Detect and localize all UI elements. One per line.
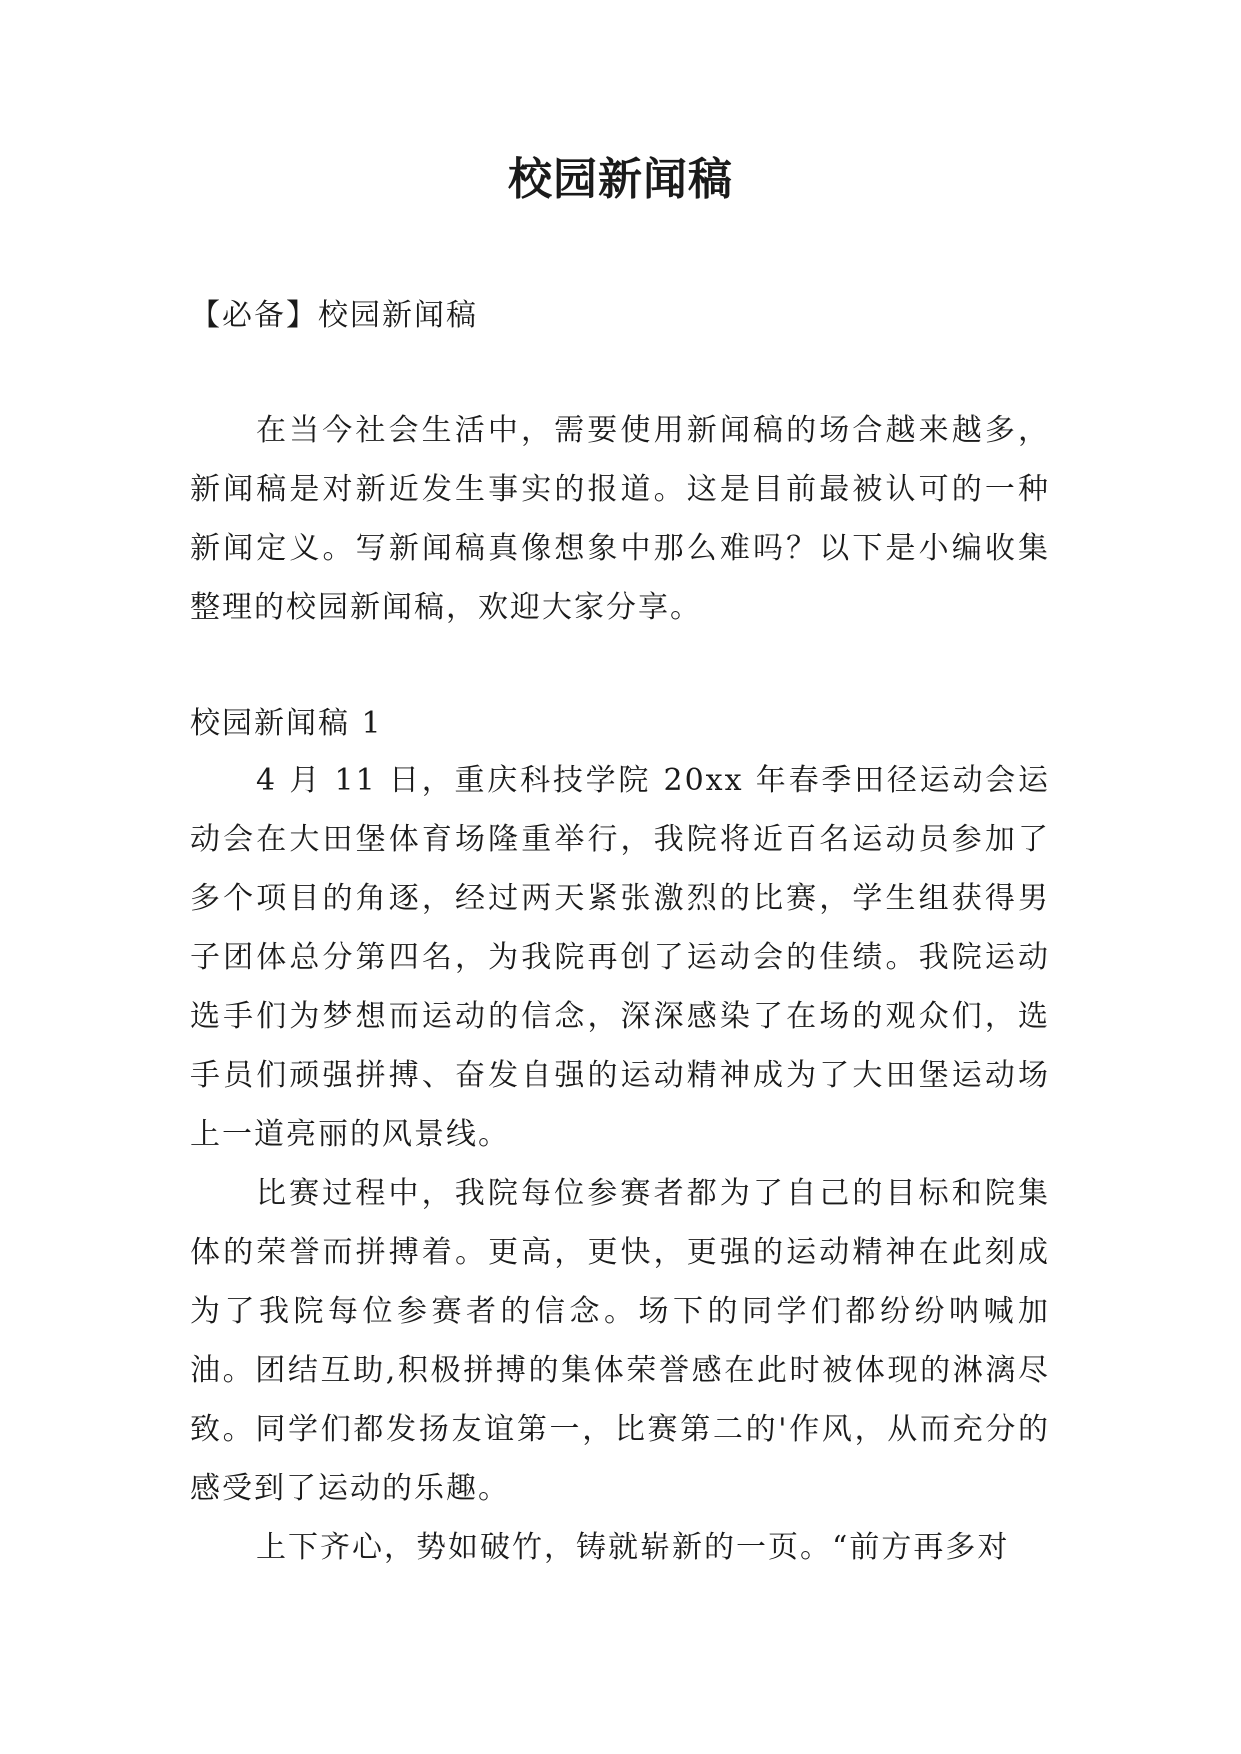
intro-paragraph: 在当今社会生活中，需要使用新闻稿的场合越来越多，新闻稿是对新近发生事实的报道。这是目前最被认可的一种新闻定义。写新闻稿真像想象中那么难吗？以下是小编收集整理的校园新闻稿，欢迎大家分享。 (190, 413, 1050, 625)
intro-section (190, 401, 1050, 637)
article-body (190, 751, 1050, 1577)
section-heading: 校园新闻稿 1 (190, 706, 383, 741)
document-subtitle: 【必备】校园新闻稿 (190, 298, 478, 333)
article-paragraph-3: 上下齐心，势如破竹，铸就崭新的一页。“前方再多对 (256, 1530, 1010, 1565)
article-paragraph-2: 比赛过程中，我院每位参赛者都为了自己的目标和院集体的荣誉而拼搏着。更高，更快，更强的运动精神在此刻成为了我院每位参赛者的信念。场下的同学们都纷纷呐喊加油。团结互助,积极拼搏的集体荣誉感在此时被体现的淋漓尽致。同学们都发扬友谊第一，比赛第二的'作风，从而充分的感受到了运动的乐趣。 (190, 1176, 1050, 1506)
document-title: 校园新闻稿 (508, 154, 733, 205)
article-paragraph-1: 4 月 11 日，重庆科技学院 20xx 年春季田径运动会运动会在大田堡体育场隆重举行，我院将近百名运动员参加了多个项目的角逐，经过两天紧张激烈的比赛，学生组获得男子团体总分第四名，为我院再创了运动会的佳绩。我院运动选手们为梦想而运动的信念，深深感染了在场的观众们，选手员们顽强拼搏、奋发自强的运动精神成为了大田堡运动场上一道亮丽的风景线。 (190, 763, 1050, 1152)
